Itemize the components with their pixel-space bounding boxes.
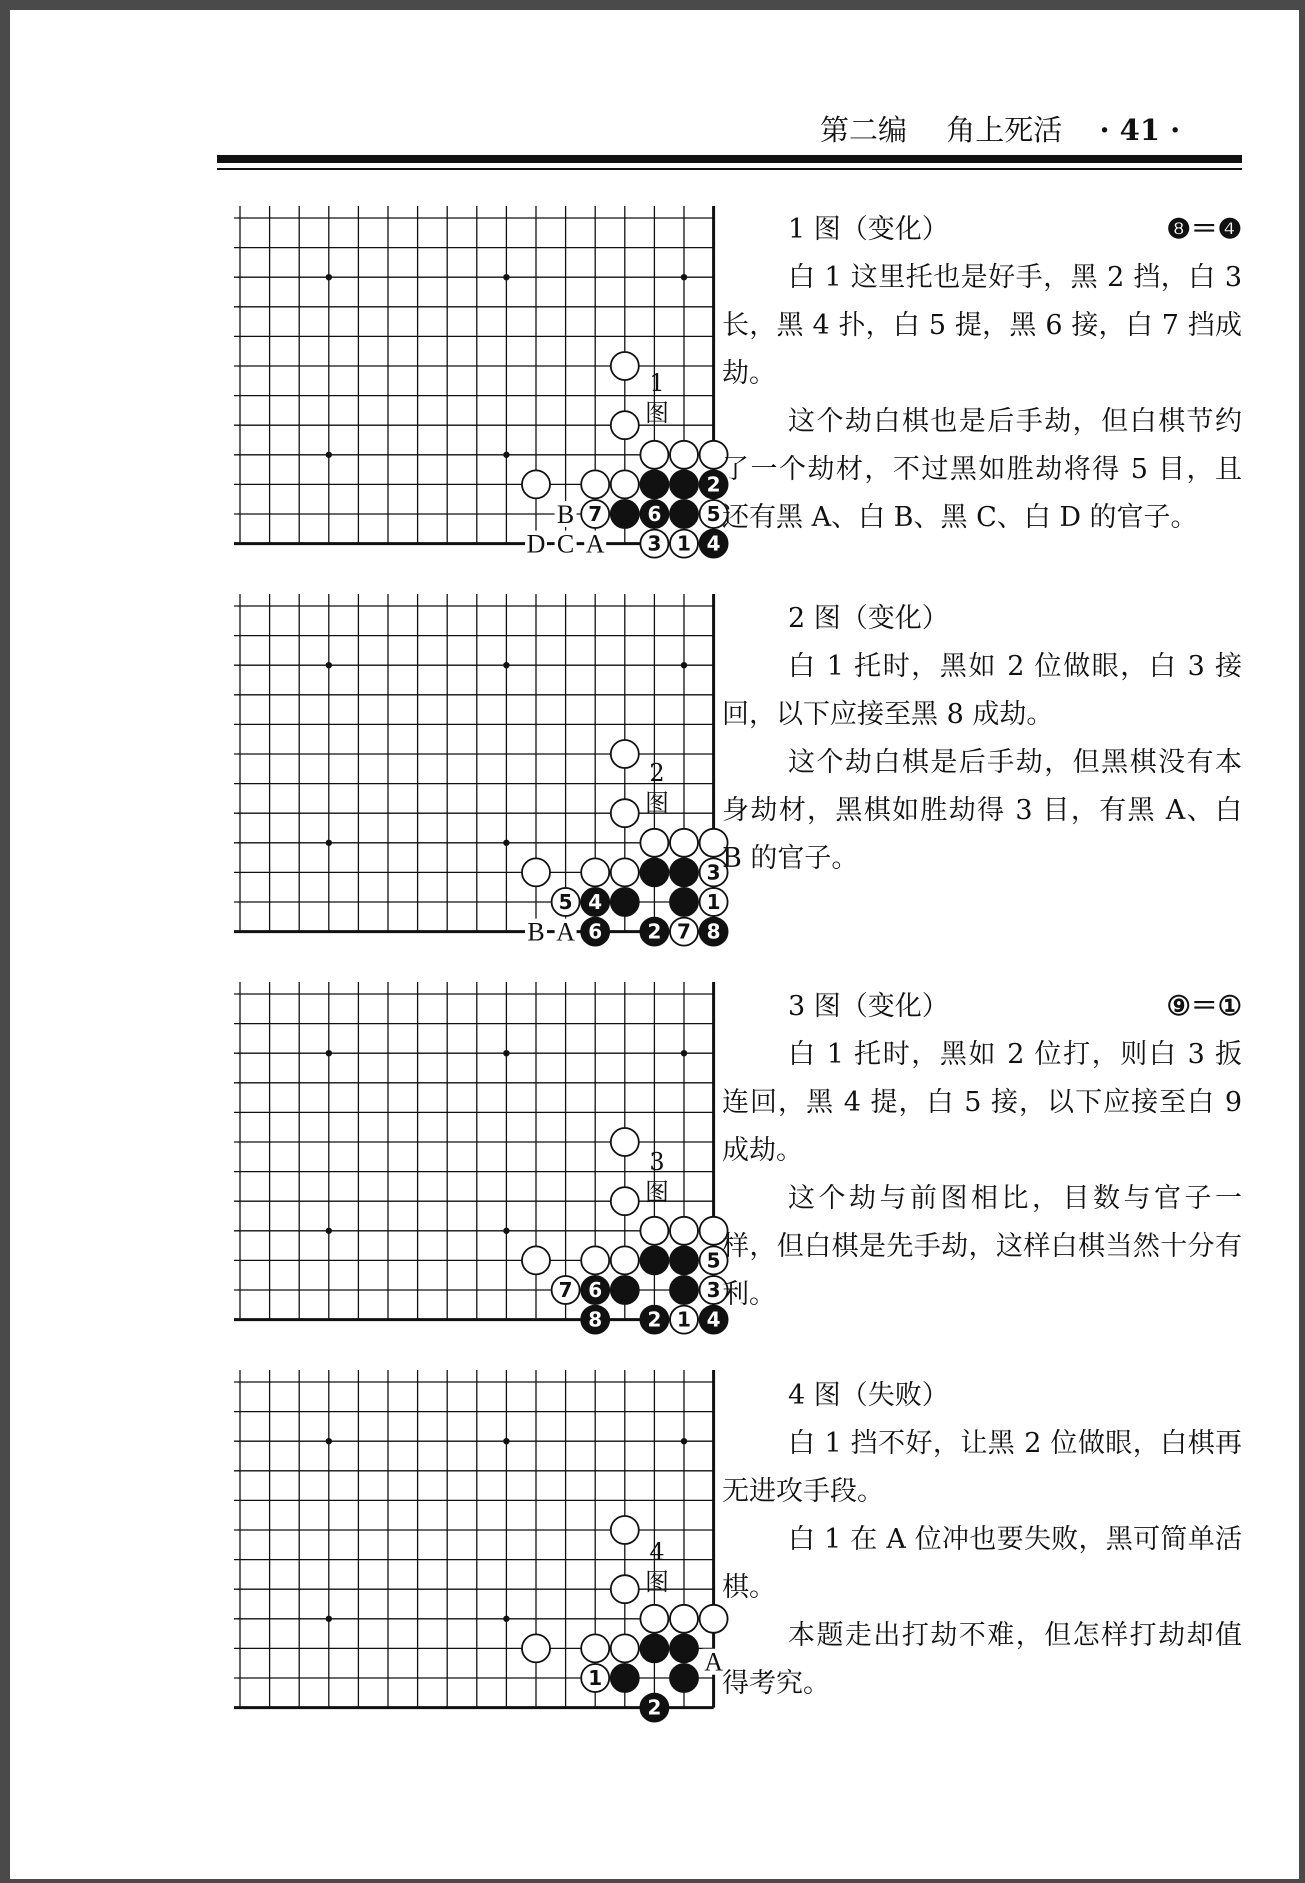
paragraph: 这个劫白棋是后手劫，但黑棋没有本身劫材，黑棋如胜劫得 3 目，有黑 A、白 B 的官子。 (722, 747, 1242, 874)
star-point (503, 662, 509, 668)
star-point (503, 1438, 509, 1444)
star-point (681, 662, 687, 668)
white-stone (611, 1516, 639, 1544)
move-number: 8 (588, 1307, 603, 1332)
move-number: 7 (588, 501, 603, 526)
white-stone (581, 470, 609, 498)
star-point (681, 1050, 687, 1056)
move-number: 3 (706, 1277, 721, 1302)
move-number: 2 (647, 1695, 662, 1720)
move-number: 1 (588, 1665, 603, 1690)
black-stone (670, 1634, 698, 1662)
move-number: 7 (677, 919, 691, 944)
figure-caption-row (722, 206, 1242, 254)
star-point (503, 1050, 509, 1056)
star-point (503, 452, 509, 458)
move-number: 6 (647, 501, 662, 526)
white-stone (611, 470, 639, 498)
move-number: 2 (706, 472, 721, 497)
star-point (503, 840, 509, 846)
paragraph: 本题走出打劫不难，但怎样打劫却值得考究。 (722, 1620, 1242, 1699)
star-point (326, 1228, 332, 1234)
white-stone (611, 858, 639, 886)
star-point (326, 662, 332, 668)
figure-note: ⑨＝① (1166, 991, 1242, 1022)
white-stone (611, 411, 639, 439)
white-stone (670, 1605, 698, 1633)
black-stone (611, 1276, 639, 1304)
star-point (326, 274, 332, 280)
white-stone (581, 858, 609, 886)
white-stone (670, 441, 698, 469)
board-letter-mark: B (527, 917, 545, 947)
white-stone (522, 858, 550, 886)
header-chapter: 角上死活 (946, 113, 1063, 147)
white-stone (670, 1217, 698, 1245)
white-stone (611, 1634, 639, 1662)
black-stone (640, 858, 668, 886)
board-letter-mark: D (526, 529, 546, 559)
board-letter-mark: B (556, 499, 575, 529)
white-stone (611, 740, 639, 768)
black-stone (670, 1246, 698, 1274)
white-stone (611, 1575, 639, 1603)
header-part: 第二编 (820, 113, 908, 147)
move-number: 1 (706, 889, 721, 914)
move-number: 3 (706, 860, 721, 885)
black-stone (611, 1664, 639, 1692)
paragraph: 白 1 托时，黑如 2 位做眼，白 3 接回，以下应接至黑 8 成劫。 (722, 651, 1242, 730)
black-stone (640, 470, 668, 498)
paragraph: 这个劫与前图相比，目数与官子一样，但白棋是先手劫，这样白棋当然十分有利。 (722, 1183, 1242, 1310)
figure-label-number: 2 (649, 759, 665, 787)
move-number: 5 (706, 501, 721, 526)
figure-label-number: 4 (649, 1538, 665, 1566)
white-stone (611, 799, 639, 827)
figure-text-3 (722, 983, 1242, 1319)
star-point (326, 452, 332, 458)
black-stone (640, 1634, 668, 1662)
header-rule-thick (217, 155, 1242, 163)
figure-label-number: 3 (649, 1148, 665, 1176)
white-stone (611, 1246, 639, 1274)
star-point (503, 1228, 509, 1234)
white-stone (640, 1605, 668, 1633)
move-number: 4 (706, 1307, 721, 1332)
book-page (10, 10, 1299, 1879)
star-point (326, 1616, 332, 1622)
move-number: 5 (706, 1248, 721, 1273)
figure-caption-row (722, 1372, 1242, 1420)
white-stone (611, 1187, 639, 1215)
move-number: 6 (588, 1277, 603, 1302)
star-point (326, 1050, 332, 1056)
star-point (503, 274, 509, 280)
figure-label-char: 图 (645, 399, 669, 427)
white-stone (522, 470, 550, 498)
figure-label-3 (640, 1147, 674, 1207)
white-stone (670, 829, 698, 857)
white-stone (581, 1246, 609, 1274)
figure-caption-row (722, 595, 1242, 643)
figure-label-2 (640, 758, 674, 818)
move-number: 3 (647, 531, 662, 556)
black-stone (670, 500, 698, 528)
figure-text-2 (722, 595, 1242, 883)
figure-label-number: 1 (649, 369, 665, 397)
black-stone (611, 888, 639, 916)
paragraph: 这个劫白棋也是后手劫，但白棋节约了一个劫材，不过黑如胜劫将得 5 目，且还有黑 A、白 B、黑 C、白 D 的官子。 (722, 406, 1242, 533)
star-point (326, 1438, 332, 1444)
paragraph: 白 1 挡不好，让黑 2 位做眼，白棋再无进攻手段。 (722, 1428, 1242, 1507)
white-stone (522, 1634, 550, 1662)
star-point (681, 1438, 687, 1444)
black-stone (670, 858, 698, 886)
header-rule-thin (217, 168, 1242, 170)
figure-label-char: 图 (645, 1178, 669, 1206)
running-head (820, 108, 1180, 149)
white-stone (581, 1634, 609, 1662)
black-stone (611, 500, 639, 528)
page-number: · 41 · (1099, 113, 1181, 147)
black-stone (670, 1664, 698, 1692)
black-stone (640, 1246, 668, 1274)
figure-caption: 2 图（变化） (788, 603, 949, 634)
figure-caption-row (722, 983, 1242, 1031)
star-point (503, 1616, 509, 1622)
star-point (681, 274, 687, 280)
black-stone (670, 888, 698, 916)
figure-label-4 (640, 1537, 674, 1597)
board-letter-mark: A (585, 529, 605, 559)
board-letter-mark: A (704, 1647, 723, 1677)
move-number: 2 (647, 919, 662, 944)
figure-caption: 4 图（失败） (788, 1380, 949, 1411)
star-point (326, 840, 332, 846)
board-letter-mark: C (556, 529, 575, 559)
paragraph: 白 1 这里托也是好手，黑 2 挡，白 3 长，黑 4 扑，白 5 提，黑 6 接，白 7 挡成劫。 (722, 262, 1242, 389)
figure-text-1 (722, 206, 1242, 542)
white-stone (640, 441, 668, 469)
board-letter-mark: A (556, 917, 575, 947)
move-number: 1 (677, 1307, 691, 1332)
figure-text-4 (722, 1372, 1242, 1708)
black-stone (670, 470, 698, 498)
move-number: 1 (677, 531, 691, 556)
move-number: 2 (647, 1307, 662, 1332)
move-number: 7 (558, 1277, 573, 1302)
white-stone (640, 829, 668, 857)
white-stone (522, 1246, 550, 1274)
move-number: 4 (706, 531, 721, 556)
white-stone (611, 352, 639, 380)
paragraph: 白 1 在 A 位冲也要失败，黑可简单活棋。 (722, 1524, 1242, 1603)
figure-label-char: 图 (645, 789, 669, 817)
figure-note: ❽＝❹ (1166, 214, 1242, 245)
figure-label-1 (640, 368, 674, 428)
move-number: 4 (588, 889, 603, 914)
figure-caption: 3 图（变化） (788, 991, 949, 1022)
white-stone (640, 1217, 668, 1245)
figure-label-char: 图 (645, 1568, 669, 1596)
figure-caption: 1 图（变化） (788, 214, 949, 245)
black-stone (670, 1276, 698, 1304)
move-number: 8 (706, 919, 721, 944)
white-stone (611, 1128, 639, 1156)
move-number: 5 (558, 889, 573, 914)
move-number: 6 (588, 919, 603, 944)
paragraph: 白 1 托时，黑如 2 位打，则白 3 扳连回，黑 4 提，白 5 接，以下应接至白 9 成劫。 (722, 1039, 1242, 1166)
